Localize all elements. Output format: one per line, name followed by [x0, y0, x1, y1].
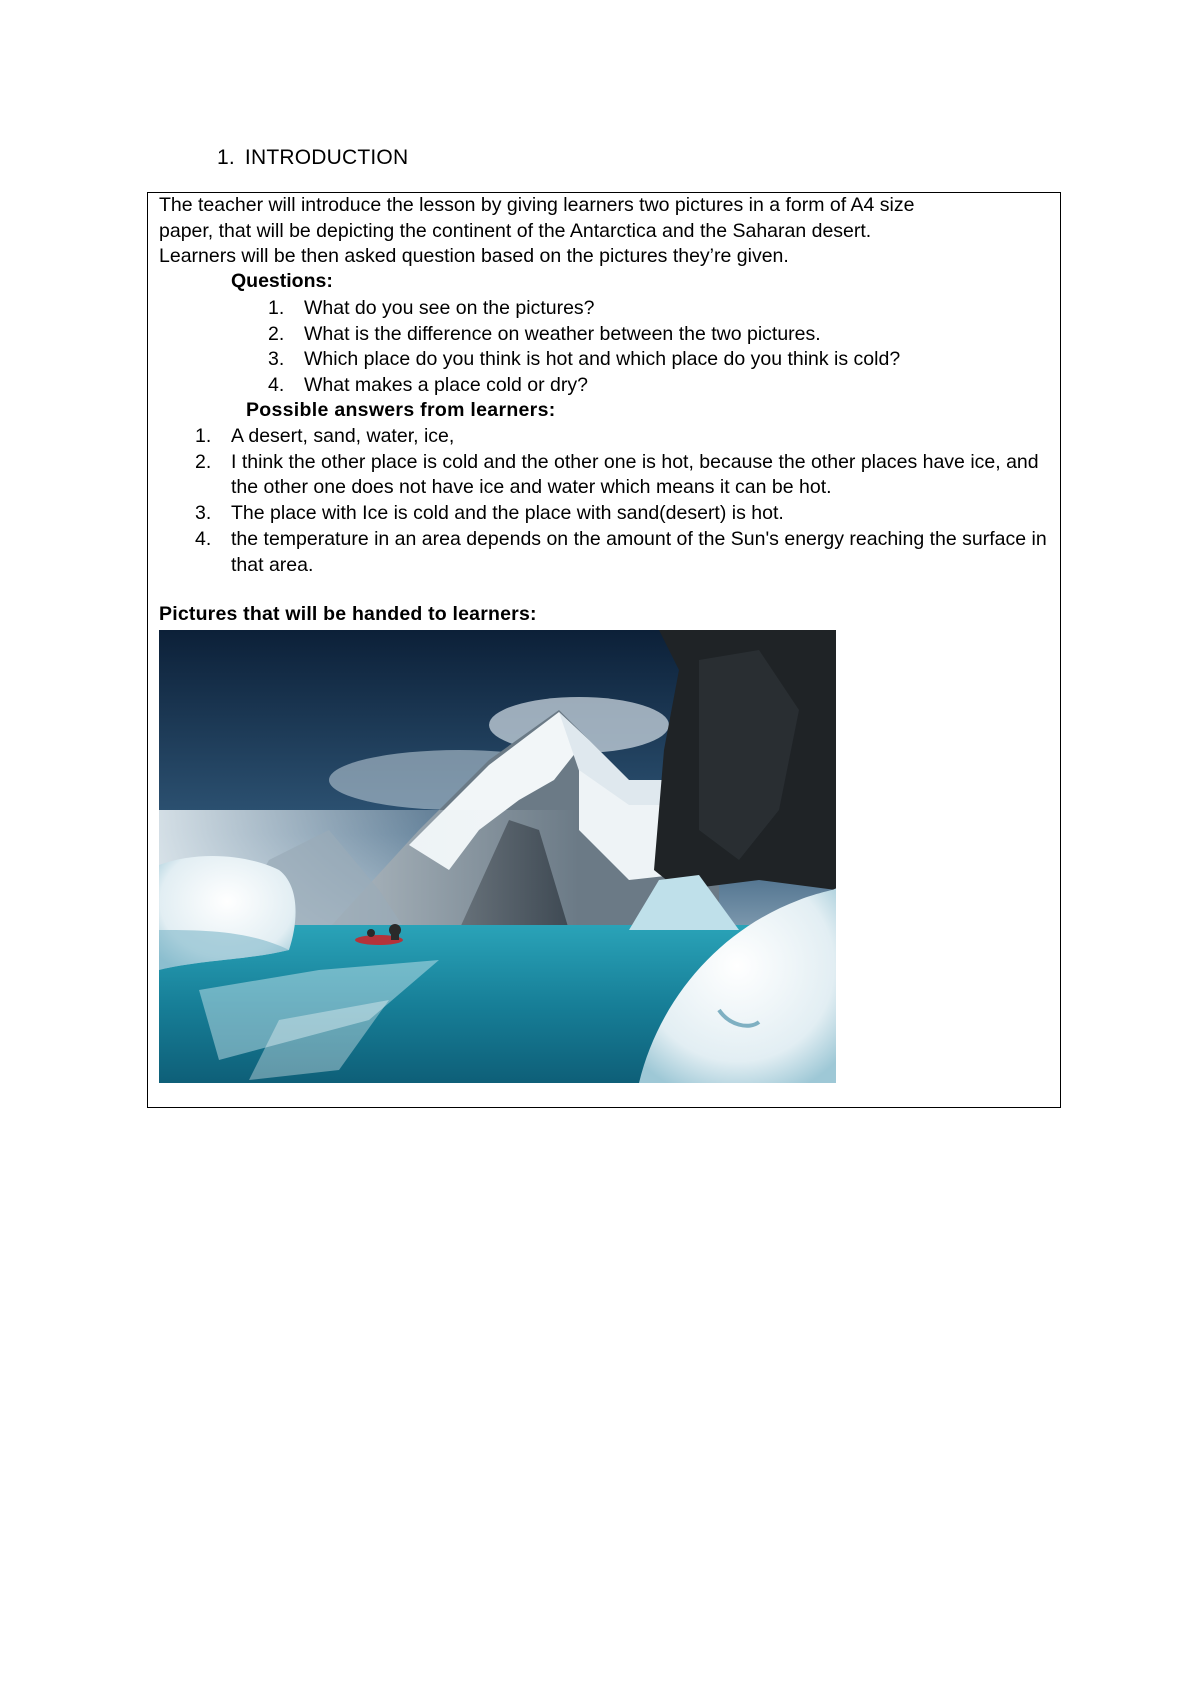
list-item: 1. What do you see on the pictures?: [268, 297, 595, 319]
intro-line: paper, that will be depicting the continent of the Antarctica and the Saharan desert.: [159, 219, 872, 242]
questions-heading: Questions:: [231, 270, 333, 292]
list-item: 3. The place with Ice is cold and the place with sand(desert) is hot.: [195, 502, 784, 525]
list-item: 4. the temperature in an area depends on the amount of the Sun's energy reaching the surface in that area.: [195, 527, 1047, 576]
antarctica-landscape-icon: [159, 630, 836, 1083]
list-item: 2. What is the difference on weather between the two pictures.: [268, 322, 821, 345]
intro-line: Learners will be then asked question based on the pictures they’re given.: [159, 245, 789, 268]
list-item: 3. Which place do you think is hot and which place do you think is cold?: [268, 348, 901, 371]
answers-list: [195, 424, 1055, 578]
section-title: INTRODUCTION: [244, 146, 409, 169]
intro-line: The teacher will introduce the lesson by giving learners two pictures in a form of A4 size: [159, 194, 915, 216]
questions-list: [268, 296, 1028, 399]
list-item: 1. A desert, sand, water, ice,: [195, 425, 455, 447]
list-item: 2. I think the other place is cold and the other one is hot, because the other places have ice, and the other one does not have ice and water which means it can be hot.: [195, 450, 1039, 499]
pictures-heading: Pictures that will be handed to learners:: [159, 603, 537, 625]
section-number: 1.: [217, 146, 235, 169]
lesson-table-cell: [147, 192, 1061, 1108]
intro-paragraph: [159, 193, 1049, 270]
antarctica-photo: [159, 630, 836, 1083]
answers-heading: Possible answers from learners:: [246, 399, 556, 421]
list-item: 4. What makes a place cold or dry?: [268, 374, 588, 397]
section-heading: [217, 146, 408, 170]
